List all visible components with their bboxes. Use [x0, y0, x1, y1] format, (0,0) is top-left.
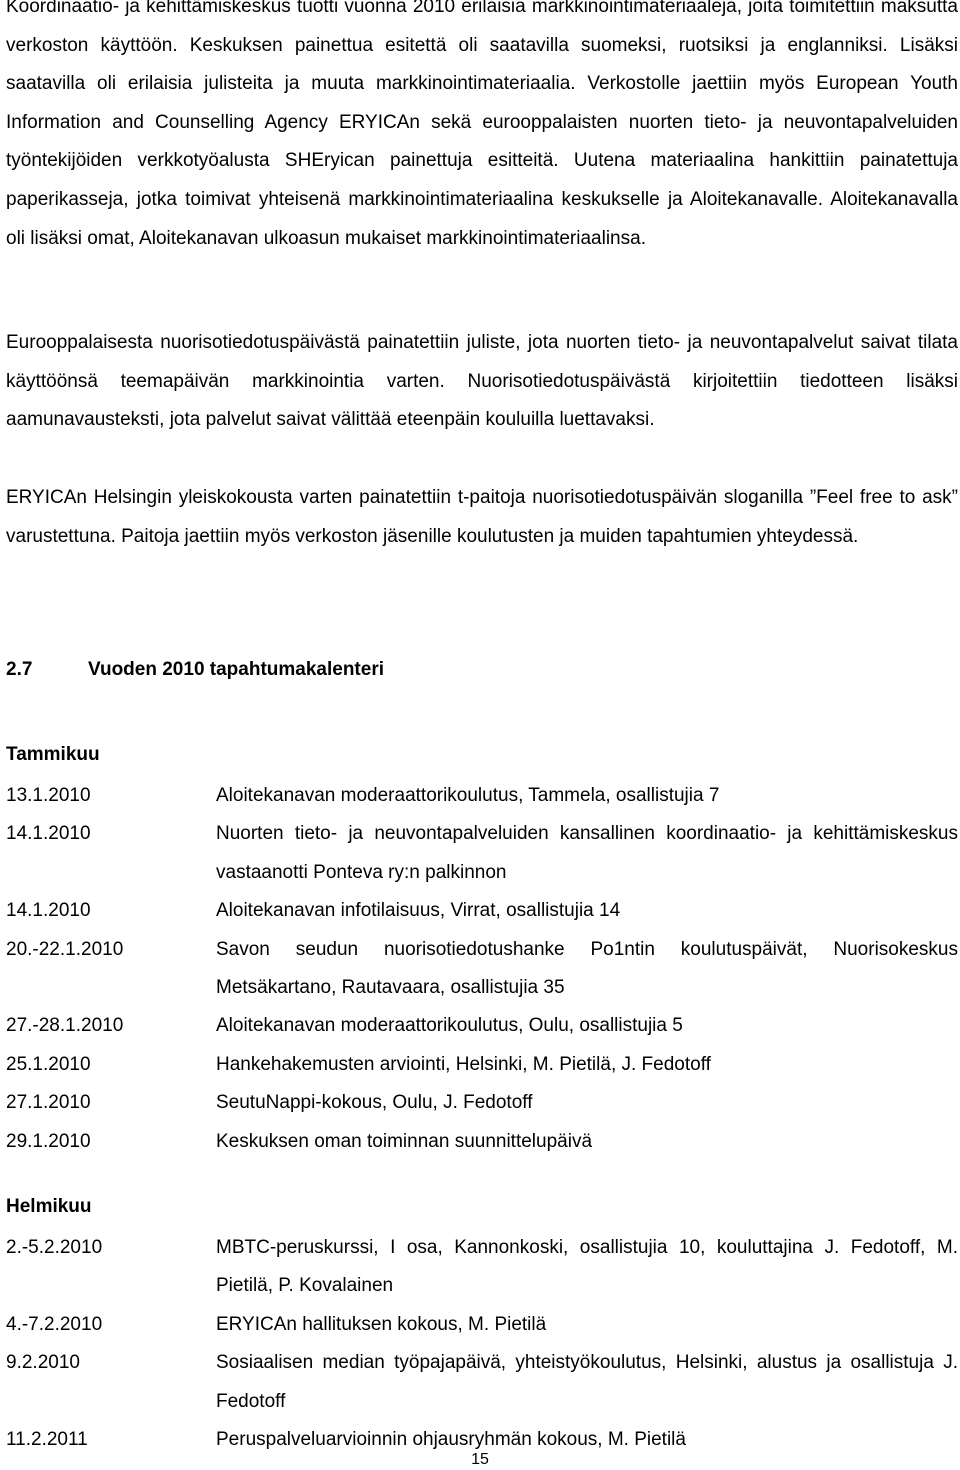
calendar-row [6, 1229, 958, 1306]
event-date: 27.1.2010 [6, 1092, 91, 1114]
calendar-row [6, 1344, 958, 1421]
section-number: 2.7 [6, 659, 33, 680]
event-description: ERYICAn hallituksen kokous, M. Pietilä [216, 1313, 547, 1335]
event-date: 14.1.2010 [6, 823, 91, 845]
calendar-row [6, 931, 958, 1008]
event-date: 2.-5.2.2010 [6, 1237, 103, 1258]
event-description: SeutuNappi-kokous, Oulu, J. Fedotoff [216, 1092, 533, 1114]
event-date: 20.-22.1.2010 [6, 938, 124, 960]
event-date: 25.1.2010 [6, 1053, 91, 1075]
event-date: 11.2.2011 [6, 1429, 88, 1451]
event-date: 27.-28.1.2010 [6, 1015, 124, 1037]
event-description: MBTC-peruskurssi, I osa, Kannonkoski, osallistujia 10, kouluttajina J. Fedotoff, M. Pietilä, P. Kovalainen [216, 1237, 958, 1297]
event-date: 9.2.2010 [6, 1352, 80, 1374]
event-description: Hankehakemusten arviointi, Helsinki, M. Pietilä, J. Fedotoff [216, 1053, 711, 1075]
calendar-row [6, 1123, 958, 1161]
event-description: Aloitekanavan infotilaisuus, Virrat, osallistujia 14 [216, 900, 621, 922]
event-description: Aloitekanavan moderaattorikoulutus, Tammela, osallistujia 7 [216, 785, 720, 806]
paragraph-marketing-materials: Koordinaatio- ja kehittämiskeskus tuotti vuonna 2010 erilaisia markkinointimateriaaleja, joita toimitettiin maksutta verkoston käyttöön. Keskuksen painettua esitettä oli saatavilla suomeksi, ruotsiksi ja englanniksi. Lisäksi saatavilla oli erilaisia julisteita ja muuta markkinointimateriaalia. Verkostolle jaettiin myös European Youth Information and Counselling Agency ERYICAn sekä eurooppalaisten nuorten tieto- ja neuvontapalveluiden työntekijöiden verkkotyöalusta SHEryican painettuja esitteitä. Uutena materiaalina hankittiin painatettuja paperikasseja, jotka toimivat yhteisenä markkinointimateriaalina keskukselle ja Aloitekanavalle. Aloitekanavalla oli lisäksi omat, Aloitekanavan ulkoasun mukaiset markkinointimateriaalinsa. [6, 0, 958, 249]
section-title: Vuoden 2010 tapahtumakalenteri [88, 659, 385, 680]
event-description: Keskuksen oman toiminnan suunnittelupäivä [216, 1130, 593, 1152]
month-heading-february: Helmikuu [6, 1196, 92, 1217]
event-description: Sosiaalisen median työpajapäivä, yhteistyökoulutus, Helsinki, alustus ja osallistuja J. Fedotoff [216, 1352, 958, 1412]
event-date: 29.1.2010 [6, 1130, 91, 1152]
calendar-row [6, 777, 958, 815]
calendar-row [6, 1306, 958, 1344]
event-date: 14.1.2010 [6, 900, 91, 922]
calendar-january [6, 777, 958, 1161]
month-heading-january: Tammikuu [6, 744, 100, 765]
calendar-row [6, 892, 958, 930]
section-heading [6, 655, 384, 685]
event-date: 4.-7.2.2010 [6, 1313, 103, 1335]
paragraph-eryica-tshirts: ERYICAn Helsingin yleiskokousta varten painatettiin t-paitoja nuorisotiedotuspäivän sloganilla ”Feel free to ask” varustettuna. Paitoja jaettiin myös verkoston jäsenille koulutusten ja muiden tapahtumien yhteydessä. [6, 487, 958, 547]
event-date: 13.1.2010 [6, 785, 91, 806]
page-number: 15 [471, 1451, 489, 1468]
calendar-february [6, 1229, 958, 1459]
event-description: Nuorten tieto- ja neuvontapalveluiden kansallinen koordinaatio- ja kehittämiskeskus vastaanotti Ponteva ry:n palkinnon [216, 823, 958, 883]
event-description: Savon seudun nuorisotiedotushanke Po1ntin koulutuspäivät, Nuorisokeskus Metsäkartano, Rautavaara, osallistujia 35 [216, 938, 958, 999]
paragraph-youth-info-day: Eurooppalaisesta nuorisotiedotuspäivästä painatettiin juliste, jota nuorten tieto- ja neuvontapalvelut saivat tilata käyttöönsä teemapäivän markkinointia varten. Nuorisotiedotuspäivästä kirjoitettiin tiedotteen lisäksi aamunavausteksti, jota palvelut saivat välittää eteenpäin kouluilla luettavaksi. [6, 332, 958, 431]
event-description: Peruspalveluarvioinnin ohjausryhmän kokous, M. Pietilä [216, 1429, 686, 1451]
calendar-row [6, 815, 958, 892]
calendar-row [6, 1007, 958, 1045]
calendar-row [6, 1084, 958, 1122]
calendar-row [6, 1046, 958, 1084]
event-description: Aloitekanavan moderaattorikoulutus, Oulu, osallistujia 5 [216, 1015, 683, 1037]
